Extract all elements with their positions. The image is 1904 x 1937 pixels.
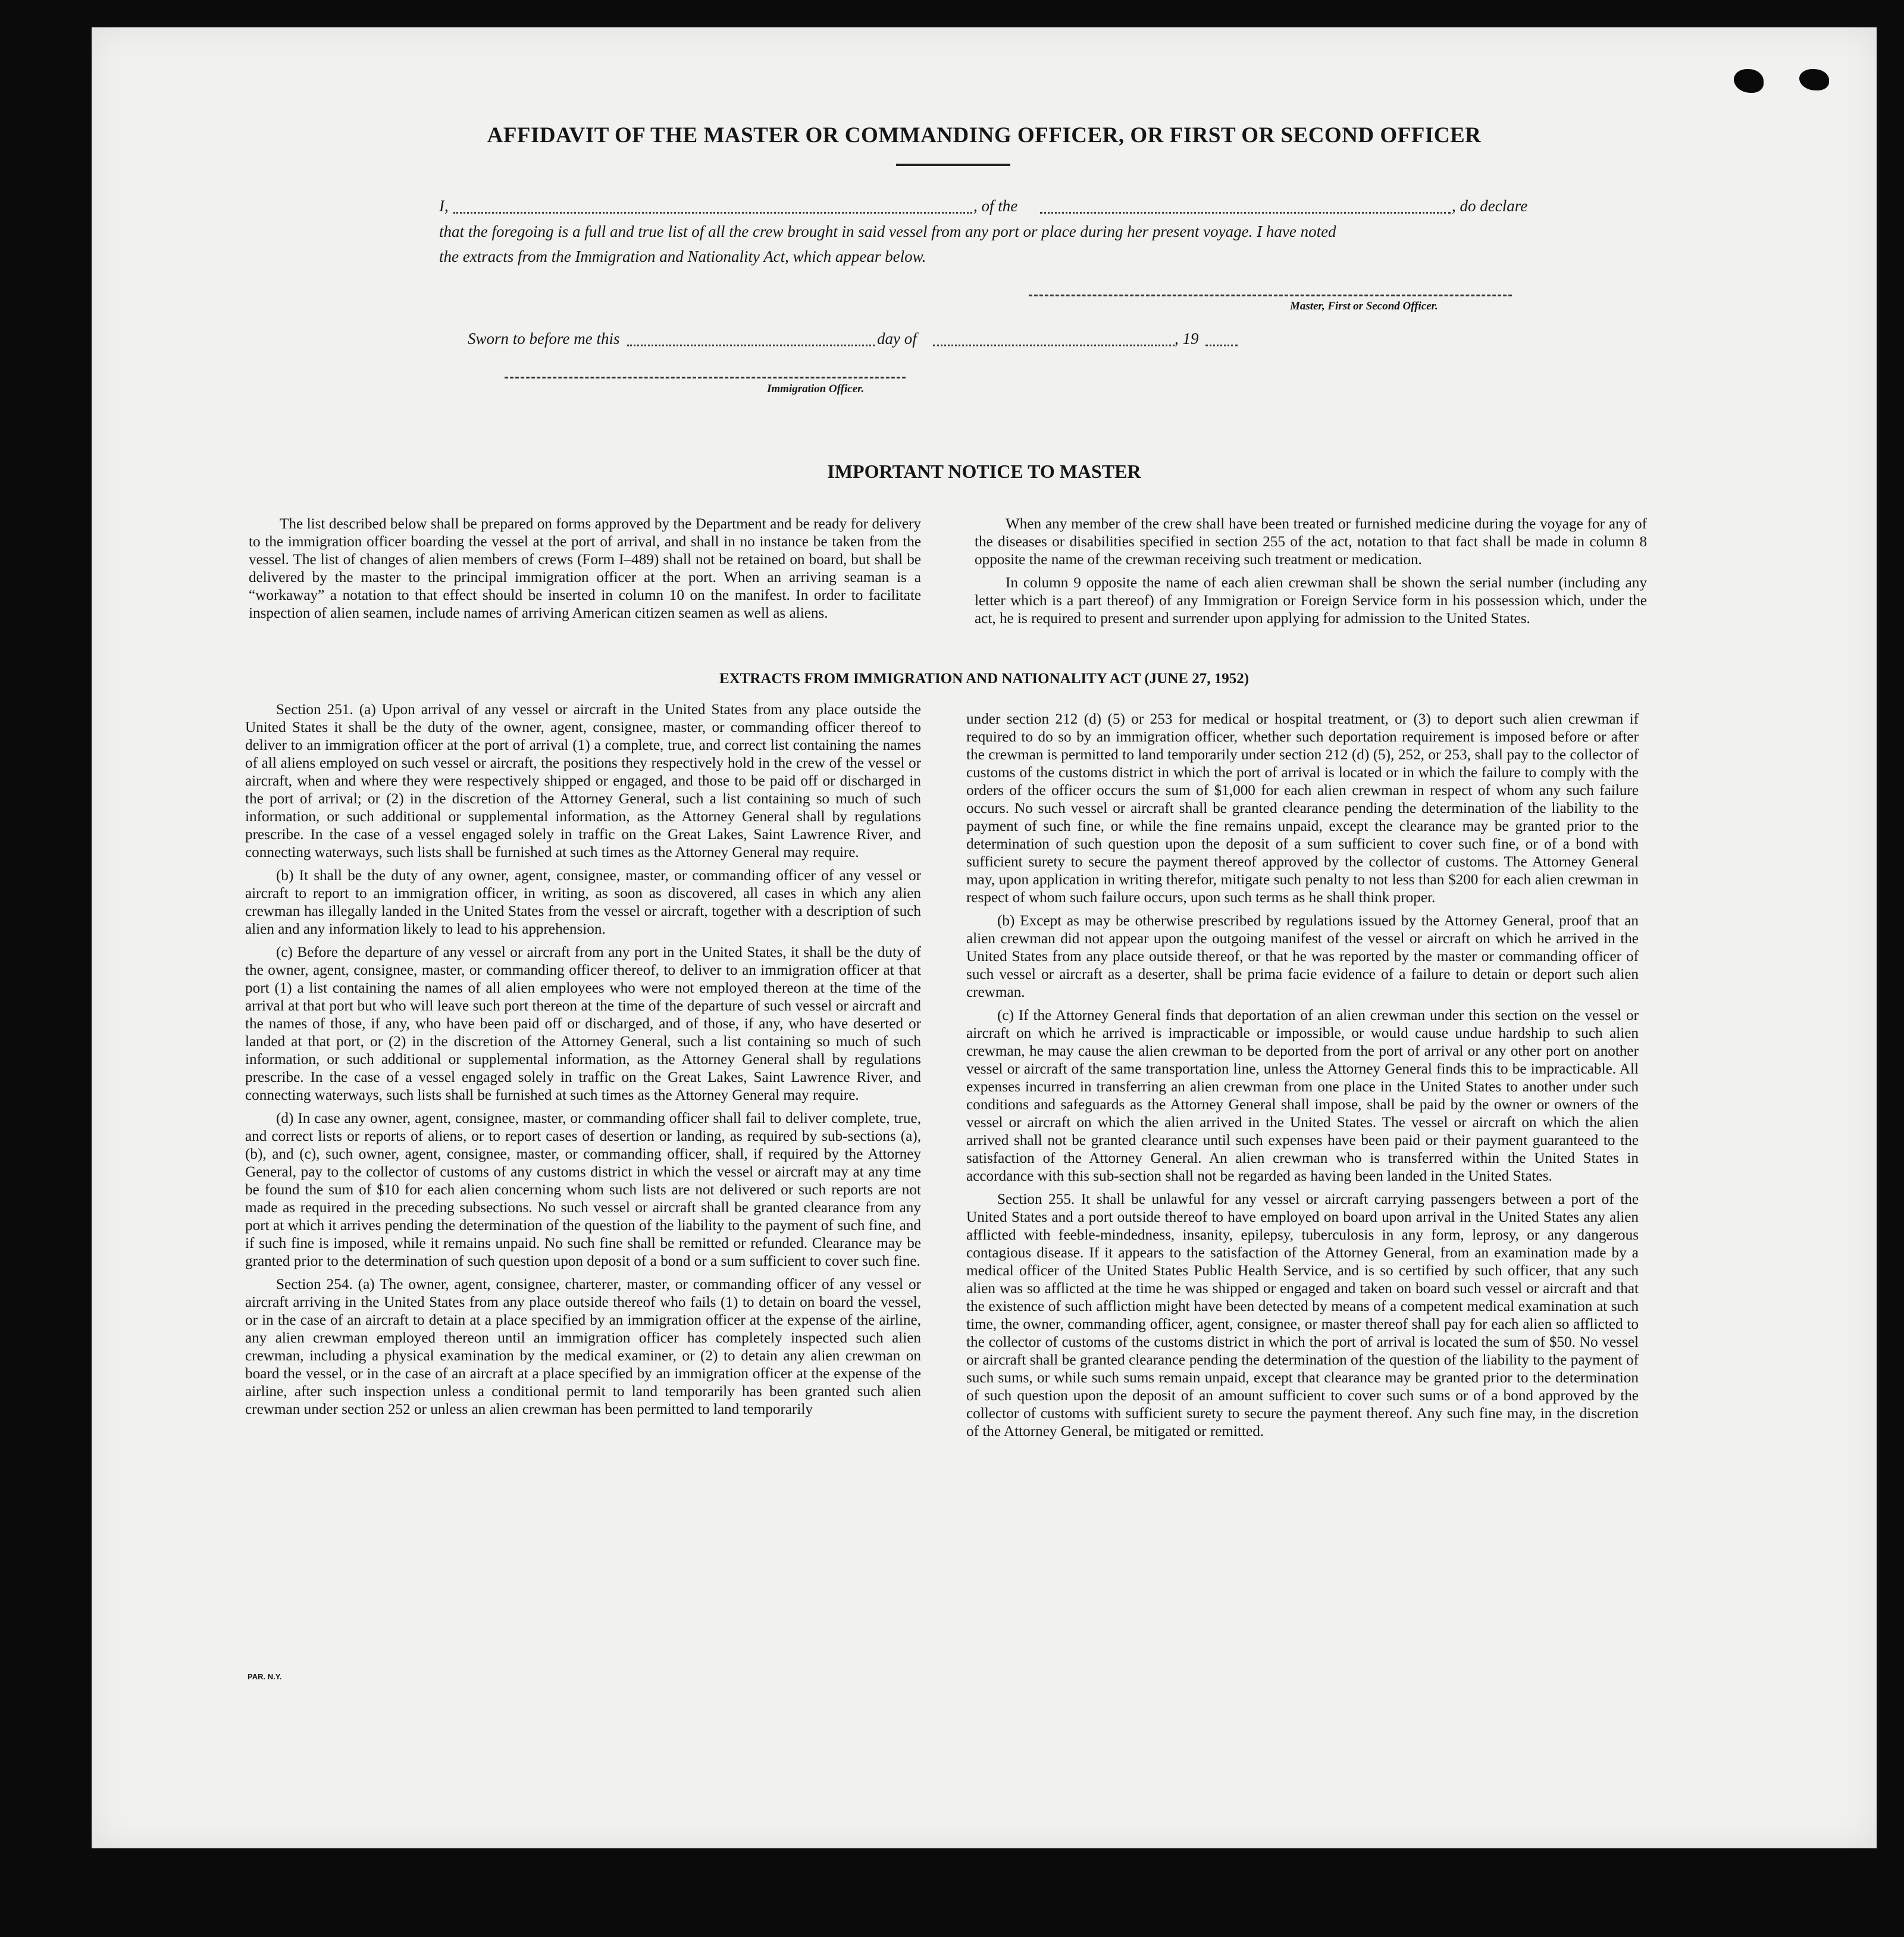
notice-right-paragraph-2: In column 9 opposite the name of each alien crewman shall be shown the serial number (including any letter which is a part thereof) of any Immigration or Foreign Service form in his possession which, under the act, he is required to present and surrender upon applying for admission to the United States. [975,575,1647,627]
sworn-month-field-line[interactable] [933,345,1175,346]
notice-left-column [249,515,921,628]
master-signature-label: Master, First or Second Officer. [1290,300,1438,312]
notice-left-paragraph: The list described below shall be prepared on forms approved by the Department and be ready for delivery to the immigration officer boarding the vessel at the port of arrival, and shall in no instance be taken from the vessel. The list of changes of alien members of crews (Form I–489) shall not be retained on board, but shall be delivered by the master to the principal immigration officer at the port. When an arriving seaman is a “workaway” a notation to that effect should be inserted in column 10 on the manifest. In order to facilitate inspection of alien seamen, include names of arriving American citizen seamen as well as aliens. [249,516,921,621]
declaration-line-2: the extracts from the Immigration and Nationality Act, which appear below. [439,248,926,265]
section-251-b: (b) It shall be the duty of any owner, agent, consignee, master, or commanding officer of any vessel or aircraft to report to an immigration officer, in writing, as soon as discovered, all cases in which any alien crewman has illegally landed in the United States from the vessel or aircraft, together with a description of such alien and any information likely to lead to his apprehension. [245,868,921,937]
title-underline [896,164,1010,166]
extracts-title: EXTRACTS FROM IMMIGRATION AND NATIONALITY ACT (JUNE 27, 1952) [719,671,1250,687]
year-label: , 19 [1175,330,1199,348]
sworn-label: Sworn to before me this [468,330,620,348]
do-declare-label: , do declare [1452,197,1528,215]
name-field-line[interactable] [453,212,972,214]
notice-title: IMPORTANT NOTICE TO MASTER [827,461,1141,482]
document-page [92,27,1877,1848]
section-254-c: (c) If the Attorney General finds that deportation of an alien crewman under this section on the vessel or aircraft on which he arrived is impracticable or impossible, or would cause undue hardship to such alien crewman, he may cause the alien crewman to be deported from the port of arrival or any other port on another vessel or aircraft of the same transportation line, unless the Attorney General finds this to be impracticable. All expenses incurred in transferring an alien crewman from one place in the United States to another under such conditions and safeguards as the Attorney General shall impose, shall be paid by the owner or owners of the vessel or aircraft on which the alien arrived in the United States. The vessel or aircraft on which the alien arrived shall not be granted clearance until such expenses have been paid or their payment guaranteed to the satisfaction of the Attorney General. An alien crewman who is transferred within the United States in accordance with this sub-section shall not be regarded as having been landed in the United States. [966,1007,1639,1184]
officer-signature-line[interactable] [505,377,906,378]
declaration-line-1: that the foregoing is a full and true list of all the crew brought in said vessel from any port or place during her present voyage. I have noted [439,223,1336,240]
section-251-d: (d) In case any owner, agent, consignee, master, or commanding officer shall fail to deliver complete, true, and correct lists or reports of aliens, or to report cases of desertion or landing, as required by sub-sections (a), (b), and (c), such owner, agent, consignee, master, or commanding officer, shall, if required by the Attorney General, pay to the collector of customs of any customs district in which the vessel or aircraft may at any time be found the sum of $10 for each alien concerning whom such lists are not delivered or such reports are not made as required in the preceding subsections. No such vessel or aircraft shall be granted clearance from any port at which it arrives pending the determination of the question of the liability to the payment of such fine, and if such fine is imposed, while it remains unpaid. No such fine shall be remitted or refunded. Clearance may be granted prior to the determination of such question upon deposit of a bond or a sum sufficient to cover such fine. [245,1110,921,1269]
section-254-b: (b) Except as may be otherwise prescribed by regulations issued by the Attorney General, proof that an alien crewman did not appear upon the outgoing manifest of the vessel or aircraft on which he arrived in the United States from any place outside thereof, or that he was reported by the master or commanding officer of such vessel or aircraft as a deserter, shall be prima facie evidence of a failure to detain or deport such alien crewman. [966,913,1639,1000]
master-signature-line[interactable] [1029,295,1512,296]
of-the-label: , of the [973,197,1018,215]
affidavit-title: AFFIDAVIT OF THE MASTER OR COMMANDING OFFICER, OR FIRST OR SECOND OFFICER [487,123,1482,148]
notice-right-column [975,515,1647,633]
section-254-a-part-2: under section 212 (d) (5) or 253 for medical or hospital treatment, or (3) to deport such alien crewman if required to do so by an immigration officer, whether such deportation requirement is imposed before or after the crewman is permitted to land temporarily under section 212 (d) (5), 252, or 253, shall pay to the collector of customs of the customs district in which the port of arrival is located or in which the failure to comply with the orders of the officer occurs the sum of $1,000 for each alien crewman in respect of whom any such failure occurs. No such vessel or aircraft shall be granted clearance pending the determination of the liability to the payment of such fine, or while the fine remains unpaid, except the clearance may be granted prior to the determination of such question upon the deposit of a sum sufficient to cover such fine, or of a bond with sufficient surety to secure the payment thereof approved by the collector of customs. The Attorney General may, upon application in writing therefor, mitigate such penalty to not less than $200 for each alien crewman in respect of whom such failure occurs, upon such terms as he shall think proper. [966,711,1639,906]
section-255: Section 255. It shall be unlawful for any vessel or aircraft carrying passengers between a port of the United States and a port outside thereof to have employed on board upon arrival in the United States any alien afflicted with feeble-mindedness, insanity, epilepsy, tuberculosis in any form, leprosy, or any dangerous contagious disease. If it appears to the satisfaction of the Attorney General, from an examination made by a medical officer of the United States Public Health Service, and is so certified by such officer, that any such alien was so afflicted at the time he was shipped or engaged and taken on board such vessel or aircraft and that the existence of such affliction might have been detected by means of a competent medical examination at such time, the owner, commanding officer, agent, consignee, or master thereof shall pay for each alien so afflicted to the collector of customs of the customs district in which the port of arrival is located the sum of $50. No vessel or aircraft shall be granted clearance pending the determination of the question of the liability to the payment of such sums, or while such sums remain unpaid, except that clearance may be granted prior to the determination of such question upon the deposit of an amount sufficient to cover such sums or of a bond approved by the collector of customs with sufficient surety to secure the payment thereof. Any such fine may, in the discretion of the Attorney General, be mitigated or remitted. [966,1191,1639,1440]
section-254-a-part-1: Section 254. (a) The owner, agent, consignee, charterer, master, or commanding officer of any vessel or aircraft arriving in the United States from any place outside thereof who fails (1) to detain on board the vessel, or in the case of an aircraft to detain at a place specified by an immigration officer at the expense of the airline, any alien crewman employed thereon until an immigration officer has completely inspected such alien crewman, including a physical examination by the medical examiner, or (2) to detain any alien crewman on board the vessel, or in the case of an aircraft at a place specified by an immigration officer at the expense of the airline, after such inspection unless a conditional permit to land temporarily has been granted such alien crewman under section 252 or unless an alien crewman has been permitted to land temporarily [245,1276,921,1417]
notice-right-paragraph-1: When any member of the crew shall have been treated or furnished medicine during the voyage for any of the diseases or disabilities specified in section 255 of the act, notation to that fact shall be made in column 8 opposite the name of the crewman receiving such treatment or medication. [975,516,1647,568]
sworn-year-field-line[interactable] [1205,345,1238,346]
extracts-right-column [966,711,1639,1446]
extracts-left-column [245,701,921,1424]
printer-mark: PAR. N.Y. [248,1672,282,1681]
ink-blot-mark [1799,69,1829,90]
section-251-c: (c) Before the departure of any vessel or aircraft from any port in the United States, it shall be the duty of the owner, agent, consignee, master, or commanding officer thereof, to deliver to an immigration officer at that port (1) a list containing the names of all alien employees who were not employed thereon at the time of the arrival at that port but who will leave such port thereon at the time of the departure of such vessel or aircraft and the names of those, if any, who have been paid off or discharged, and of those, if any, who have deserted or landed at that port, or (2) in the discretion of the Attorney General, such a list containing so much of such information, or such additional or supplemental information, as the Attorney General shall by regulations prescribe. In the case of a vessel engaged solely in traffic on the Great Lakes, Saint Lawrence River, and connecting waterways, such lists shall be furnished at such times as the Attorney General may require. [245,944,921,1103]
section-251-a: Section 251. (a) Upon arrival of any vessel or aircraft in the United States from any place outside the United States it shall be the duty of the owner, agent, consignee, master, or commanding officer thereof to deliver to an immigration officer at the port of arrival (1) a complete, true, and correct list containing the names of all aliens employed on such vessel or aircraft, the positions they respectively hold in the crew of the vessel or aircraft, when and where they were respectively shipped or engaged, and those to be paid off or discharged in the port of arrival; or (2) in the discretion of the Attorney General, such a list containing so much of such information, or such additional or supplemental information, as the Attorney General shall by regulations prescribe. In the case of a vessel engaged solely in traffic on the Great Lakes, Saint Lawrence River, and connecting waterways, such lists shall be furnished at such times as the Attorney General may require. [245,702,921,860]
vessel-field-line[interactable] [1040,212,1451,214]
day-of-label: day of [877,330,917,348]
sworn-day-field-line[interactable] [627,345,875,346]
i-label: I, [439,197,449,215]
officer-signature-label: Immigration Officer. [767,383,865,395]
ink-blot-mark [1734,69,1764,93]
